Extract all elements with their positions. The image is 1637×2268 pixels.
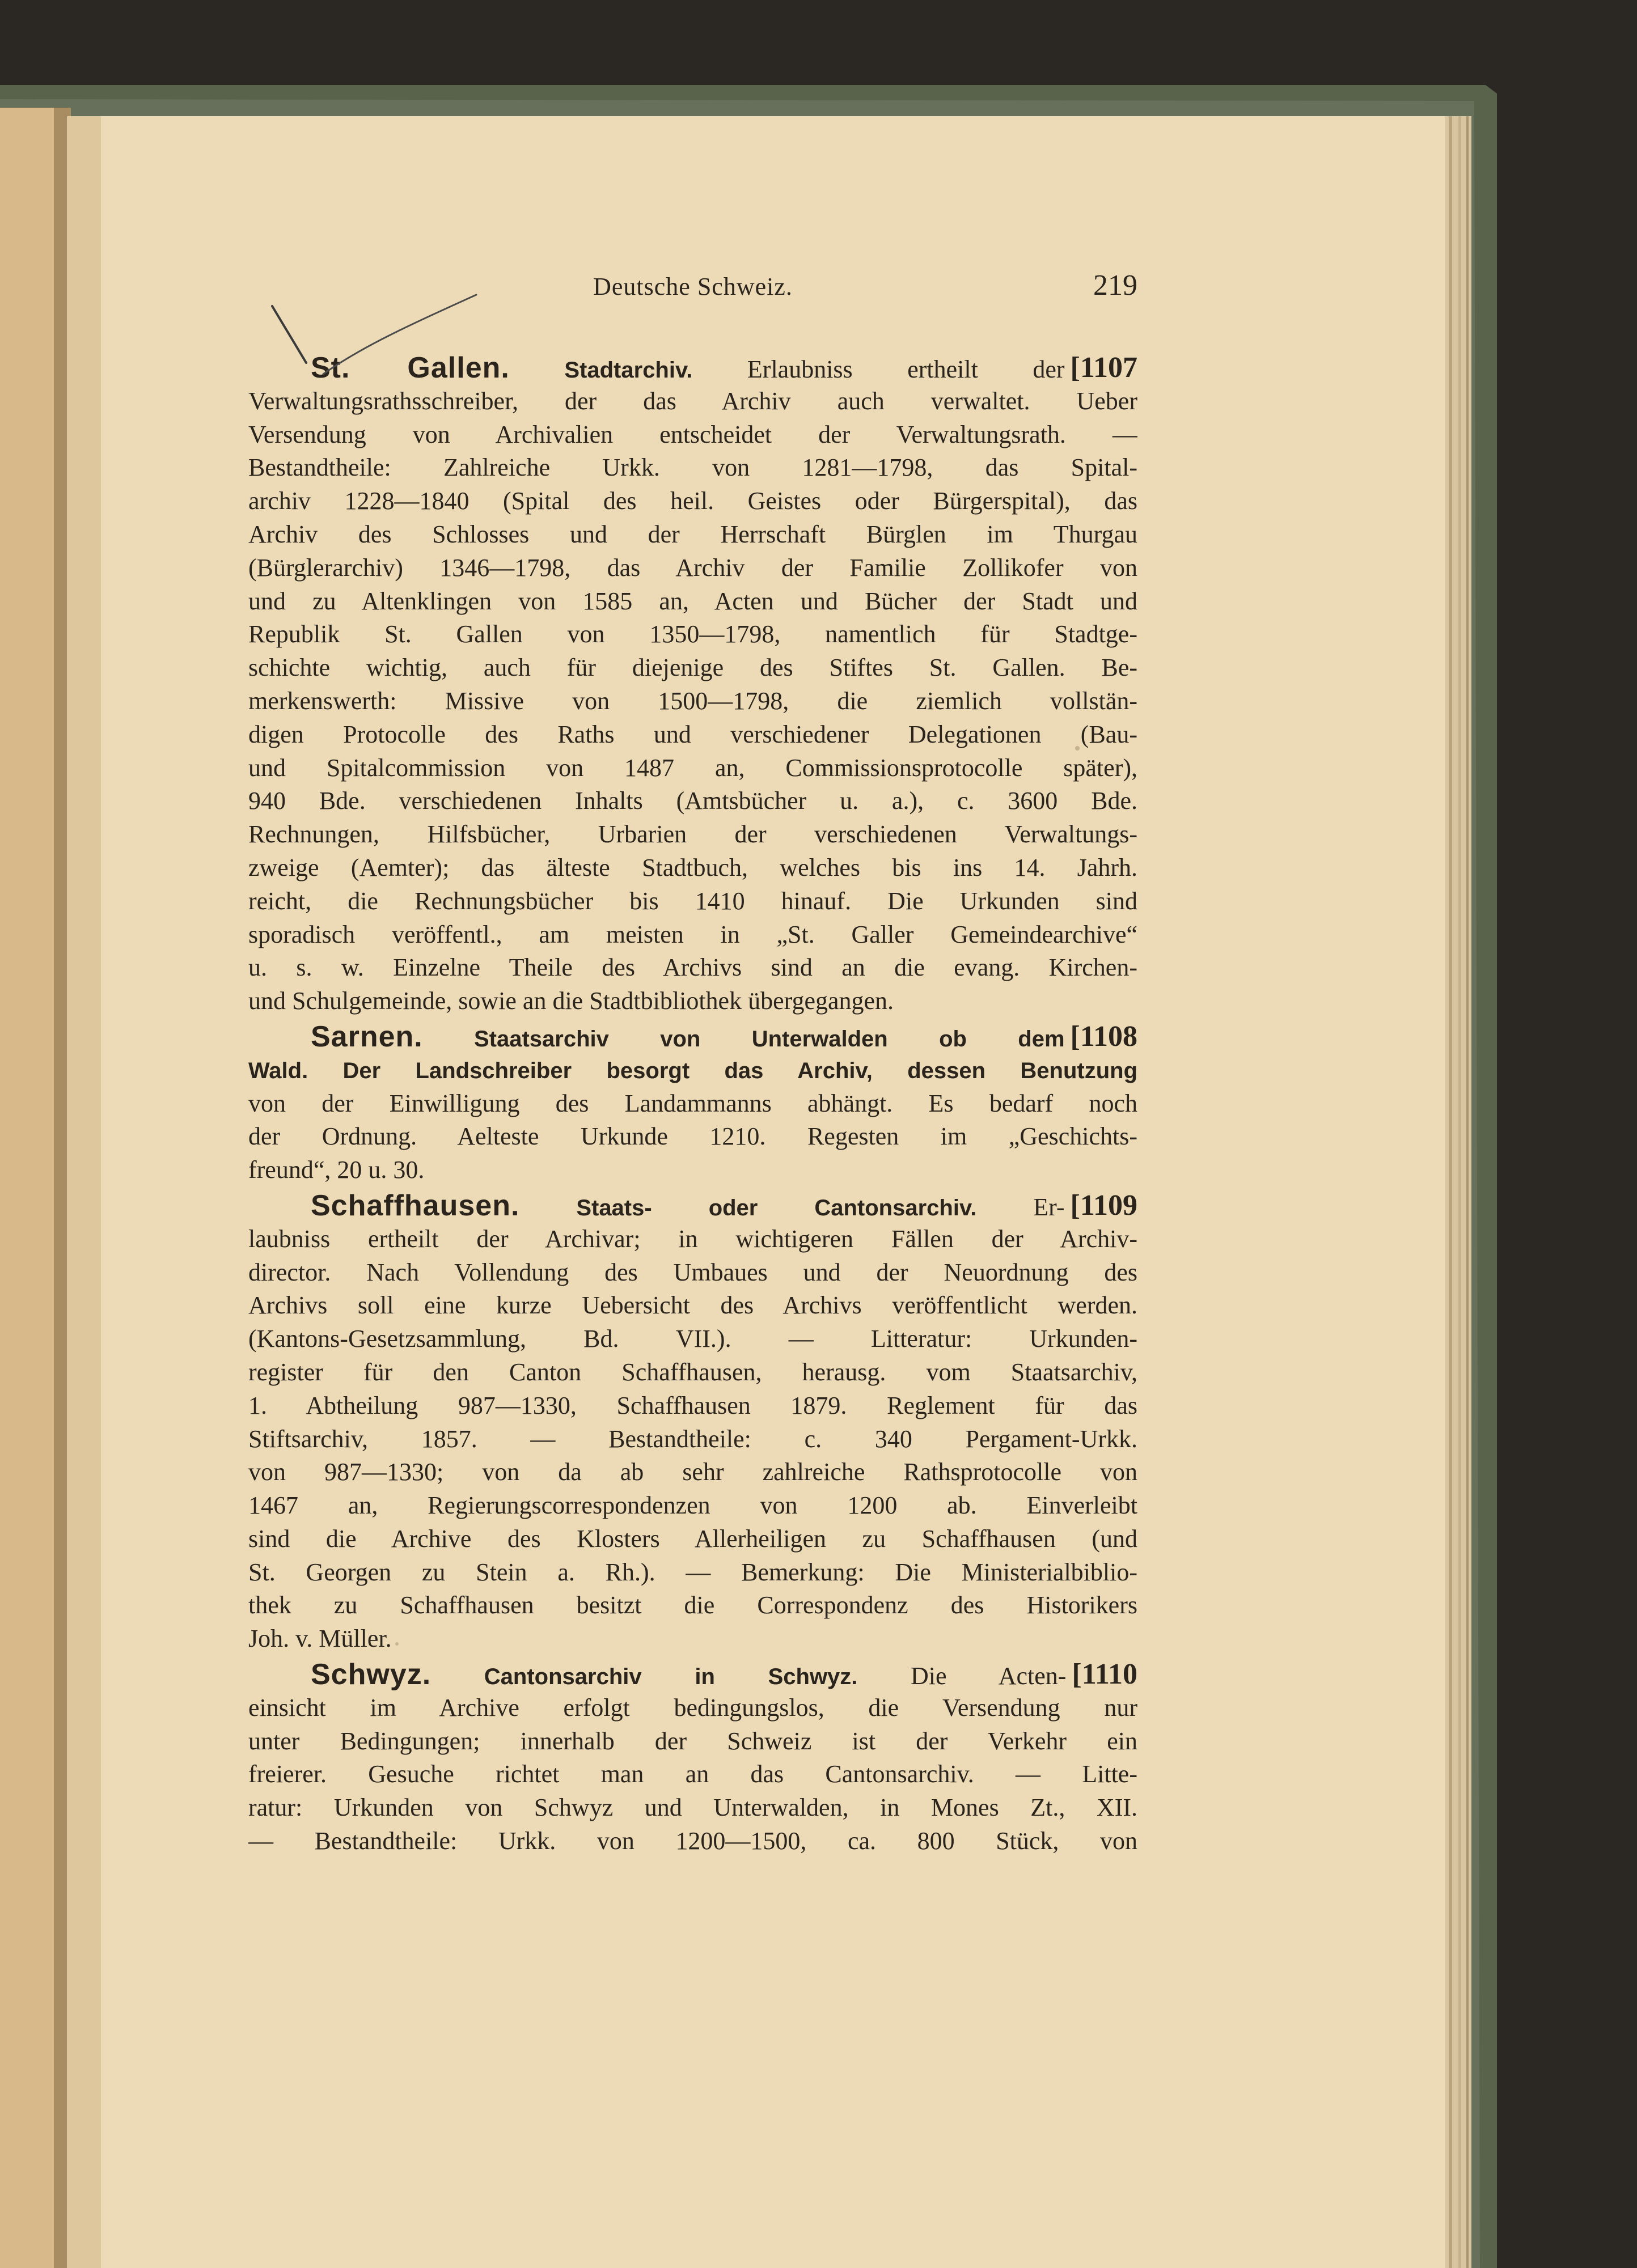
entry-heading: Schwyz. (311, 1658, 432, 1692)
entry-number: [1110 (1072, 1658, 1137, 1691)
entry-line: — Bestandtheile: Urkk. von 1200—1500, ca. 800 Stück, von (248, 1827, 1137, 1855)
entry-subheading: Staats- oder Cantonsarchiv. (576, 1195, 977, 1220)
archive-entry (248, 1189, 1137, 1656)
entry-line: 940 Bde. verschiedenen Inhalts (Amtsbücher u. a.), c. 3600 Bde. (248, 787, 1137, 815)
entry-line: und zu Altenklingen von 1585 an, Acten und Bücher der Stadt und (248, 587, 1137, 615)
entry-line: Er- (1033, 1193, 1065, 1221)
entry-line: einsicht im Archive erfolgt bedingungslos, die Versendung nur (248, 1693, 1137, 1722)
running-title: Deutsche Schweiz. (593, 273, 793, 300)
entry-heading: St. Gallen. (311, 351, 510, 384)
entry-line: thek zu Schaffhausen besitzt die Correspondenz des Historikers (248, 1591, 1137, 1620)
entry-number: [1108 (1070, 1020, 1137, 1053)
entry-line: 1467 an, Regierungscorrespondenzen von 1200 ab. Einverleibt (248, 1491, 1137, 1520)
entry-subheading: Cantonsarchiv in Schwyz. (484, 1664, 858, 1690)
archive-entry (248, 351, 1137, 1018)
entry-line: reicht, die Rechnungsbücher bis 1410 hinauf. Die Urkunden sind (248, 887, 1137, 915)
entry-line: 1. Abtheilung 987—1330, Schaffhausen 1879. Reglement für das (248, 1391, 1137, 1419)
entry-line (248, 1054, 1137, 1087)
entry-heading: Schaffhausen. (311, 1189, 520, 1222)
entry-line: Wald. Der Landschreiber besorgt das Archiv, dessen Benutzung (248, 1058, 1137, 1083)
running-header (248, 269, 1137, 317)
entry-line: Die Acten- (911, 1662, 1067, 1690)
entry-first-line (248, 1189, 1137, 1223)
entry-line: Stiftsarchiv, 1857. — Bestandtheile: c. 340 Pergament-Urkk. (248, 1425, 1137, 1453)
entry-line: schichte wichtig, auch für diejenige des Stiftes St. Gallen. Be- (248, 654, 1137, 682)
entry-line: und Schulgemeinde, sowie an die Stadtbibliothek übergegangen. (248, 987, 894, 1015)
entry-line: ratur: Urkunden von Schwyz und Unterwalden, in Mones Zt., XII. (248, 1794, 1137, 1822)
entry-line: sporadisch veröffentl., am meisten in „St. Galler Gemeindearchive“ (248, 920, 1137, 948)
entry-line: Versendung von Archivalien entscheidet der Verwaltungsrath. — (248, 420, 1137, 448)
entry-first-line (248, 351, 1137, 385)
page-text-block (248, 269, 1137, 1860)
entry-heading: Sarnen. (311, 1020, 423, 1053)
entry-line: Bestandtheile: Zahlreiche Urkk. von 1281—1798, das Spital- (248, 453, 1137, 482)
entry-subheading: Stadtarchiv. (564, 358, 693, 383)
entry-line: (Bürglerarchiv) 1346—1798, das Archiv der Familie Zollikofer von (248, 553, 1137, 582)
entry-line: Archivs soll eine kurze Uebersicht des Archivs veröffentlicht werden. (248, 1291, 1137, 1320)
page-number: 219 (1093, 269, 1137, 302)
entry-line: Erlaubniss ertheilt der (747, 355, 1065, 383)
entry-line: sind die Archive des Klosters Allerheiligen zu Schaffhausen (und (248, 1524, 1137, 1553)
entry-line: director. Nach Vollendung des Umbaues und der Neuordnung des (248, 1258, 1137, 1286)
entry-line: und Spitalcommission von 1487 an, Commissionsprotocolle später), (248, 753, 1137, 782)
entry-line: freund“, 20 u. 30. (248, 1156, 425, 1184)
entry-line: laubniss ertheilt der Archivar; in wichtigeren Fällen der Archiv- (248, 1224, 1137, 1253)
archive-entry (248, 1658, 1137, 1858)
entry-line: von der Einwilligung des Landammanns abhängt. Es bedarf noch (248, 1089, 1137, 1117)
entry-line: zweige (Aemter); das älteste Stadtbuch, welches bis ins 14. Jahrh. (248, 853, 1137, 881)
entry-number: [1109 (1070, 1189, 1137, 1222)
entry-line: von 987—1330; von da ab sehr zahlreiche Rathsprotocolle von (248, 1458, 1137, 1486)
entry-subheading: Staatsarchiv von Unterwalden ob dem (473, 1026, 1065, 1052)
entry-first-line (248, 1658, 1137, 1692)
entry-line: Rechnungen, Hilfsbücher, Urbarien der verschiedenen Verwaltungs- (248, 820, 1137, 849)
entry-line: Joh. v. Müller. (248, 1625, 392, 1653)
entry-line: merkenswerth: Missive von 1500—1798, die ziemlich vollstän- (248, 686, 1137, 715)
entry-line: u. s. w. Einzelne Theile des Archivs sind an die evang. Kirchen- (248, 953, 1137, 982)
entry-line: digen Protocolle des Raths und verschiedener Delegationen (Bau- (248, 720, 1137, 748)
entry-line: St. Georgen zu Stein a. Rh.). — Bemerkung: Die Ministerialbiblio- (248, 1558, 1137, 1586)
entry-line: Archiv des Schlosses und der Herrschaft Bürglen im Thurgau (248, 520, 1137, 548)
entry-number: [1107 (1070, 351, 1137, 384)
entry-line: Republik St. Gallen von 1350—1798, namentlich für Stadtge- (248, 620, 1137, 648)
entry-line: archiv 1228—1840 (Spital des heil. Geistes oder Bürgerspital), das (248, 487, 1137, 515)
entry-first-line (248, 1020, 1137, 1054)
archive-entry (248, 1020, 1137, 1187)
entry-line: register für den Canton Schaffhausen, herausg. vom Staatsarchiv, (248, 1358, 1137, 1386)
entry-line: freierer. Gesuche richtet man an das Cantonsarchiv. — Litte- (248, 1760, 1137, 1788)
entry-line: (Kantons-Gesetzsammlung, Bd. VII.). — Litteratur: Urkunden- (248, 1325, 1137, 1353)
entry-line: unter Bedingungen; innerhalb der Schweiz ist der Verkehr ein (248, 1727, 1137, 1755)
entry-line: der Ordnung. Aelteste Urkunde 1210. Regesten im „Geschichts- (248, 1122, 1137, 1151)
entry-line: Verwaltungsrathsschreiber, der das Archiv auch verwaltet. Ueber (248, 387, 1137, 415)
